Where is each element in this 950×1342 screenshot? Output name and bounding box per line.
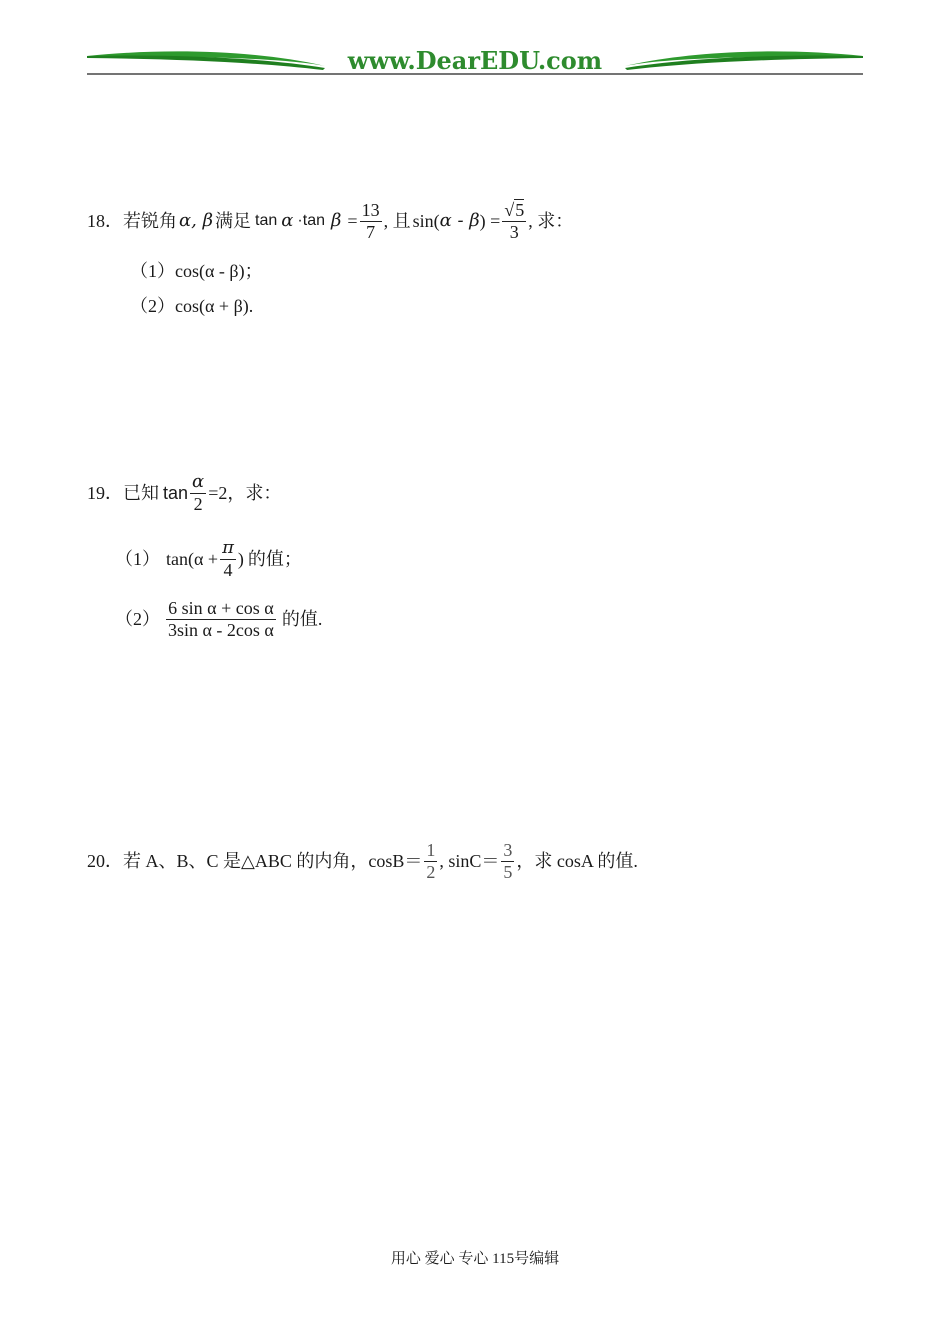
q19-part-2-end: 的值. [281, 609, 323, 630]
site-name: www.DearEDU.com [347, 46, 603, 75]
q20-fraction-2-den: 5 [503, 861, 513, 882]
q19-part-1-fraction [220, 538, 236, 580]
q18-part-1 [130, 262, 263, 280]
q19-fraction-num: α [192, 471, 205, 492]
q18-fraction-2: $\frac{√5}{3}$ [504, 200, 525, 242]
q18-fraction-1 [360, 200, 382, 242]
q18-part-1-label: （1） [130, 261, 175, 281]
q19-part-2-fraction [166, 598, 276, 640]
q19-part-1-label: （1） [115, 549, 160, 570]
q18-ask: , 求： [528, 211, 574, 232]
q18-part-2 [130, 297, 253, 315]
q18-tan: tan [255, 212, 278, 230]
q19-part-1-fraction-num: π [222, 537, 234, 558]
q18-eq: = [347, 211, 358, 232]
q20-fraction-1 [424, 840, 437, 882]
q18-satisfy: 满足 [215, 211, 252, 232]
q18-beta: β [331, 210, 342, 232]
question-18 [87, 200, 573, 242]
q18-sin: sin( [412, 211, 440, 232]
question-20 [87, 840, 638, 882]
q19-number: 19． [87, 483, 123, 504]
q18-fraction-1-den: 7 [366, 221, 376, 242]
q19-part-2 [115, 598, 322, 640]
q20-text-1: 若 A、B、C 是△ABC 的内角，cosB＝ [123, 851, 423, 872]
q18-vars: α, β [179, 210, 214, 232]
q20-number: 20． [87, 851, 123, 872]
q18-alpha-minus-beta: α - β [439, 210, 480, 232]
q18-part-1-expr: cos(α - β) [175, 261, 245, 281]
q18-part-2-label: （2） [130, 296, 175, 316]
q19-fraction [190, 472, 206, 514]
q19-part-2-label: （2） [115, 609, 160, 630]
q19-part-2-numerator: 6 sin α + cos α [168, 598, 274, 618]
q18-number: 18． [87, 211, 123, 232]
q19-fraction-den: 2 [193, 493, 203, 514]
q19-part-1-post: ) [237, 549, 244, 570]
q18-and: , 且 [383, 211, 411, 232]
q19-part-1 [115, 538, 302, 580]
q20-text-3: ，求 cosA 的值. [516, 851, 638, 872]
q20-fraction-1-num: 1 [426, 840, 436, 860]
q19-intro: 已知 [123, 483, 159, 504]
q18-intro: 若锐角 [123, 211, 177, 232]
q19-rest: =2，求： [208, 483, 282, 504]
header-banner [85, 44, 865, 80]
q18-part-1-end: ； [244, 261, 263, 281]
q18-fraction-2-den: 3 [509, 221, 519, 242]
q20-text-2: , sinC＝ [439, 851, 500, 872]
q18-alpha: α [281, 210, 294, 232]
question-19 [87, 472, 281, 514]
q19-tan: tan [163, 483, 189, 504]
page-footer: 用心 爱心 专心 115号编辑 [390, 1251, 560, 1267]
q19-part-1-fraction-den: 4 [223, 559, 233, 580]
q19-part-1-pre: tan(α + [166, 549, 219, 570]
q18-dot-tan: ·tan [297, 212, 325, 230]
q18-fraction-1-num: 13 [361, 200, 380, 220]
q20-fraction-2 [501, 840, 514, 882]
q20-fraction-1-den: 2 [426, 861, 436, 882]
q18-part-2-end: . [248, 296, 254, 316]
q20-fraction-2-num: 3 [503, 840, 513, 860]
q18-sqrt-value: 5 [515, 200, 525, 220]
q18-close-eq: ) = [479, 211, 501, 232]
q19-part-2-denominator: 3sin α - 2cos α [168, 619, 274, 640]
q18-part-2-expr: cos(α + β) [175, 296, 249, 316]
q19-part-1-end: 的值； [247, 549, 302, 570]
